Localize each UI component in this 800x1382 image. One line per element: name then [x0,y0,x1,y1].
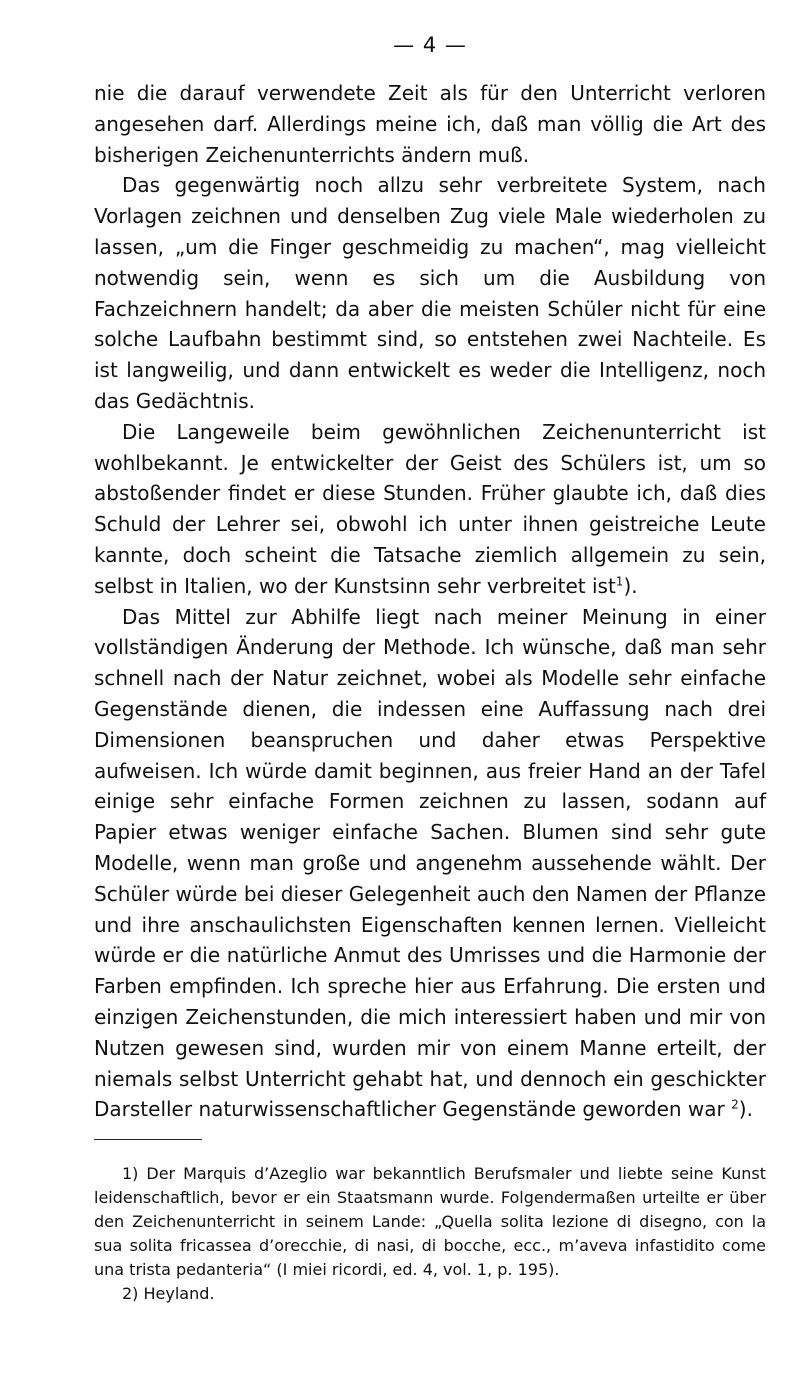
paragraph [94,417,766,602]
footnote-divider [94,1139,202,1140]
paragraph [94,602,766,1126]
paragraph-text: Die Langeweile beim gewöhnlichen Zeichenunterricht ist wohlbekannt. Je entwickelter der Geist des Schülers ist, um so abstoßender findet er diese Stunden. Früher glaubte ich, daß dies Schuld der Lehrer sei, obwohl ich unter ihnen geistreiche Leute kannte, doch scheint die Tatsache ziemlich allgemein zu sein, selbst in Italien, wo der Kunstsinn sehr verbreitet ist [94,419,766,598]
document-page [94,32,766,1306]
footnote-marker[interactable]: 2 [731,1097,739,1112]
paragraph-text: Das Mittel zur Abhilfe liegt nach meiner Meinung in einer vollständigen Änderung der Methode. Ich wünsche, daß man sehr schnell nach der Natur zeichnet, wobei als Modelle sehr einfache Gegenstände dienen, die indessen eine Auffassung nach drei Dimensionen beanspruchen und daher etwas Perspektive aufweisen. Ich würde damit beginnen, aus freier Hand an der Tafel einige sehr einfache Formen zeichnen zu lassen, sodann auf Papier etwas weniger einfache Sachen. Blumen sind sehr gute Modelle, wenn man große und angenehm aussehende wählt. Der Schüler würde bei dieser Gelegenheit auch den Namen der Pflanze und ihre anschaulichsten Eigenschaften kennen lernen. Vielleicht würde er die natürliche Anmut des Umrisses und die Harmonie der Farben empfinden. Ich spreche hier aus Erfahrung. Die ersten und einzigen Zeichenstunden, die mich interessiert haben und mir von Nutzen gewesen sind, wurden mir von einem Manne erteilt, der niemals selbst Unterricht gehabt hat, und dennoch ein geschickter Darsteller naturwissenschaftlicher Gegenstände geworden war [94,604,766,1122]
page-number: — 4 — [393,33,467,57]
paragraph [94,170,766,416]
paragraph-tail: ). [738,1097,753,1122]
body-text [94,78,766,1125]
paragraph-tail: ). [623,573,638,598]
footnote: 2) Heyland. [122,1284,215,1304]
footnote-marker[interactable]: 1 [615,574,624,589]
footnotes [94,1162,766,1306]
paragraph [94,78,766,170]
paragraph-text: Das gegenwärtig noch allzu sehr verbreitete System, nach Vorlagen zeichnen und denselben Zug viele Male wiederholen zu lassen, „um die Finger geschmeidig zu machen“, mag vielleicht notwendig sein, wenn es sich um die Ausbildung von Fachzeichnern handelt; da aber die meisten Schüler nicht für eine solche Laufbahn bestimmt sind, so entstehen zwei Nachteile. Es ist langweilig, und dann entwickelt es weder die Intelligenz, noch das Gedächtnis. [94,173,766,413]
footnote: 1) Der Marquis d’Azeglio war bekanntlich Berufsmaler und liebte seine Kunst leidenschaftlich, bevor er ein Staatsmann wurde. Folgendermaßen urteilte er über den Zeichenunterricht in seinem Lande: „Quella solita lezione di disegno, con la sua solita fricassea d’orecchie, di nasi, di bocche, ecc., m’aveva infastidito come una trista pedanteria“ (I miei ricordi, ed. 4, vol. 1, p. 195). [94,1164,766,1280]
paragraph-text: nie die darauf verwendete Zeit als für den Unterricht verloren angesehen darf. Allerdings meine ich, daß man völlig die Art des bisherigen Zeichenunterrichts ändern muß. [94,81,766,167]
